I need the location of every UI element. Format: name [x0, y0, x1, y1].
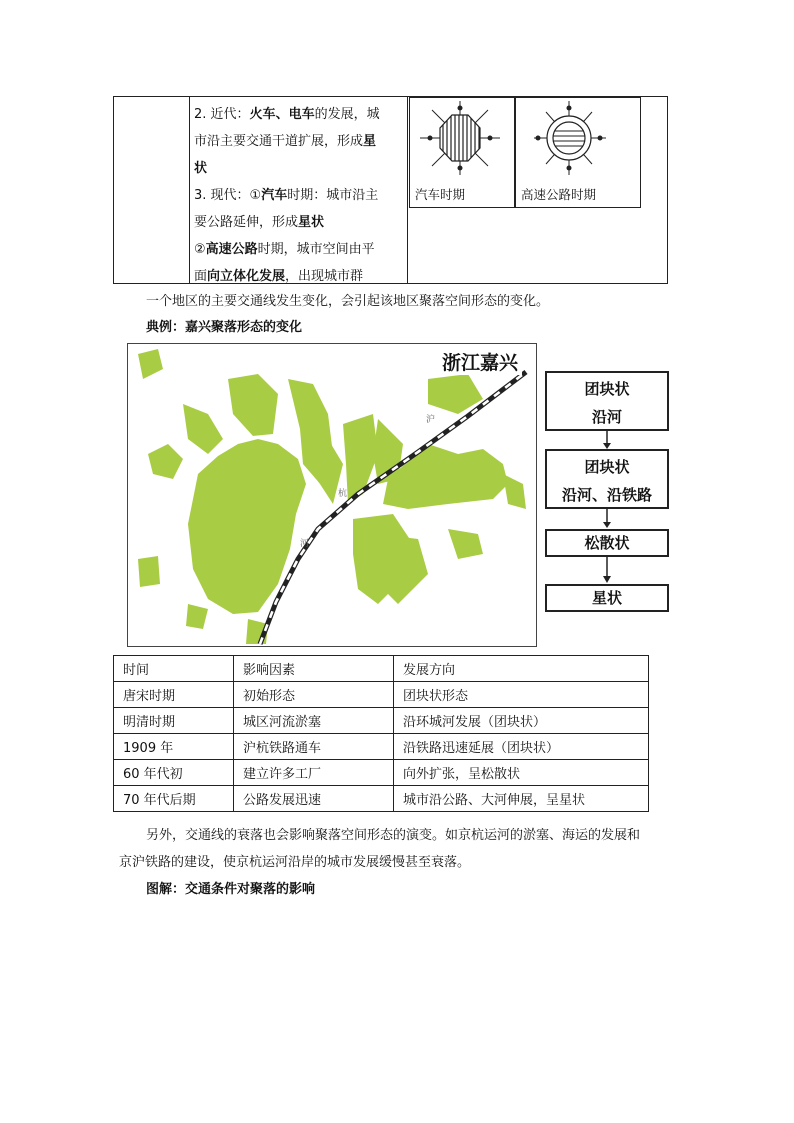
- table-cell: 公路发展迅速: [234, 786, 394, 812]
- era-description: [194, 101, 404, 290]
- map-road-label: 沪: [426, 415, 436, 425]
- bold-term: 火车: [249, 107, 276, 122]
- car-era-caption: 汽车时期: [415, 187, 466, 202]
- bold-term: 电车: [288, 107, 315, 122]
- bold-term: 、: [275, 107, 289, 122]
- settlement-map-graphic: [128, 344, 536, 646]
- table-row: [114, 786, 649, 812]
- table-cell: 沿铁路迅速延展（团块状）: [394, 734, 649, 760]
- flow-box-4: [545, 584, 669, 612]
- paragraph: 京沪铁路的建设，使京杭运河沿岸的城市发展缓慢甚至衰落。: [119, 855, 471, 870]
- highway-era-diagram: [515, 97, 641, 208]
- paragraph: 另外，交通线的衰落也会影响聚落空间形态的演变。如京杭运河的淤塞、海运的发展和: [146, 828, 641, 843]
- multi-level-city-icon: [516, 98, 640, 184]
- flow-box-1: [545, 371, 669, 431]
- column-divider: [189, 97, 190, 283]
- paragraph: 一个地区的主要交通线发生变化，会引起该地区聚落空间形态的变化。: [146, 294, 550, 309]
- arrow-down-icon: [603, 522, 611, 528]
- map-road-label: 河: [300, 539, 310, 549]
- table-cell: 沪杭铁路通车: [234, 734, 394, 760]
- table-cell: 团块状形态: [394, 682, 649, 708]
- text: 时期，城市空间由平: [257, 242, 375, 257]
- jiaxing-map: [127, 343, 537, 647]
- table-cell: 初始形态: [234, 682, 394, 708]
- table-row: [114, 734, 649, 760]
- header-cell: 影响因素: [234, 656, 394, 682]
- text: 3. 现代：①: [194, 188, 262, 203]
- flow-label: 团块状: [584, 380, 630, 398]
- table-header-row: [114, 656, 649, 682]
- bold-term: 汽车: [261, 188, 288, 203]
- flow-label: 沿河、沿铁路: [561, 486, 652, 504]
- text: 2. 近代：: [194, 107, 250, 122]
- map-title: 浙江嘉兴: [438, 348, 522, 375]
- header-cell: 发展方向: [394, 656, 649, 682]
- table-cell: 沿环城河发展（团块状）: [394, 708, 649, 734]
- table-cell: 1909 年: [114, 734, 234, 760]
- map-road-label: 杭: [338, 489, 348, 499]
- text: ②: [194, 242, 206, 257]
- table-cell: 60 年代初: [114, 760, 234, 786]
- arrow-down-icon: [603, 576, 611, 583]
- text: ，出现城市群: [285, 269, 364, 284]
- table-row: [114, 708, 649, 734]
- table-row: [114, 682, 649, 708]
- flow-label: 星状: [591, 589, 622, 607]
- table-cell: 向外扩张，呈松散状: [394, 760, 649, 786]
- bold-term: 状: [194, 161, 208, 176]
- header-cell: 时间: [114, 656, 234, 682]
- bold-term: 高速公路: [205, 242, 258, 257]
- diagram-heading: 图解：交通条件对聚落的影响: [146, 882, 316, 897]
- table-row: [114, 760, 649, 786]
- highway-era-caption: 高速公路时期: [521, 187, 597, 202]
- text: 的发展，城: [314, 107, 380, 122]
- table-cell: 建立许多工厂: [234, 760, 394, 786]
- table-cell: 城区河流淤塞: [234, 708, 394, 734]
- bold-term: 向立体化发展: [207, 269, 286, 284]
- column-divider: [407, 97, 408, 283]
- flow-label: 沿河: [591, 408, 622, 426]
- arrow-down-icon: [603, 443, 611, 449]
- text: 要公路延伸，形成: [194, 215, 299, 230]
- example-heading: 典例：嘉兴聚落形态的变化: [146, 320, 303, 335]
- star-shape-icon: [410, 98, 514, 184]
- car-era-diagram: [409, 97, 515, 208]
- flow-arrows: [598, 430, 618, 586]
- text: 面: [194, 269, 208, 284]
- bold-term: 星状: [298, 215, 325, 230]
- text: 市沿主要交通干道扩展，形成: [194, 134, 364, 149]
- text: 时期：城市沿主: [287, 188, 379, 203]
- flow-label: 松散状: [584, 534, 630, 552]
- history-table: [113, 655, 649, 812]
- bold-term: 星: [363, 134, 377, 149]
- table-cell: 唐宋时期: [114, 682, 234, 708]
- flow-label: 团块状: [584, 458, 630, 476]
- table-cell: 70 年代后期: [114, 786, 234, 812]
- table-cell: 明清时期: [114, 708, 234, 734]
- table-cell: 城市沿公路、大河伸展，呈星状: [394, 786, 649, 812]
